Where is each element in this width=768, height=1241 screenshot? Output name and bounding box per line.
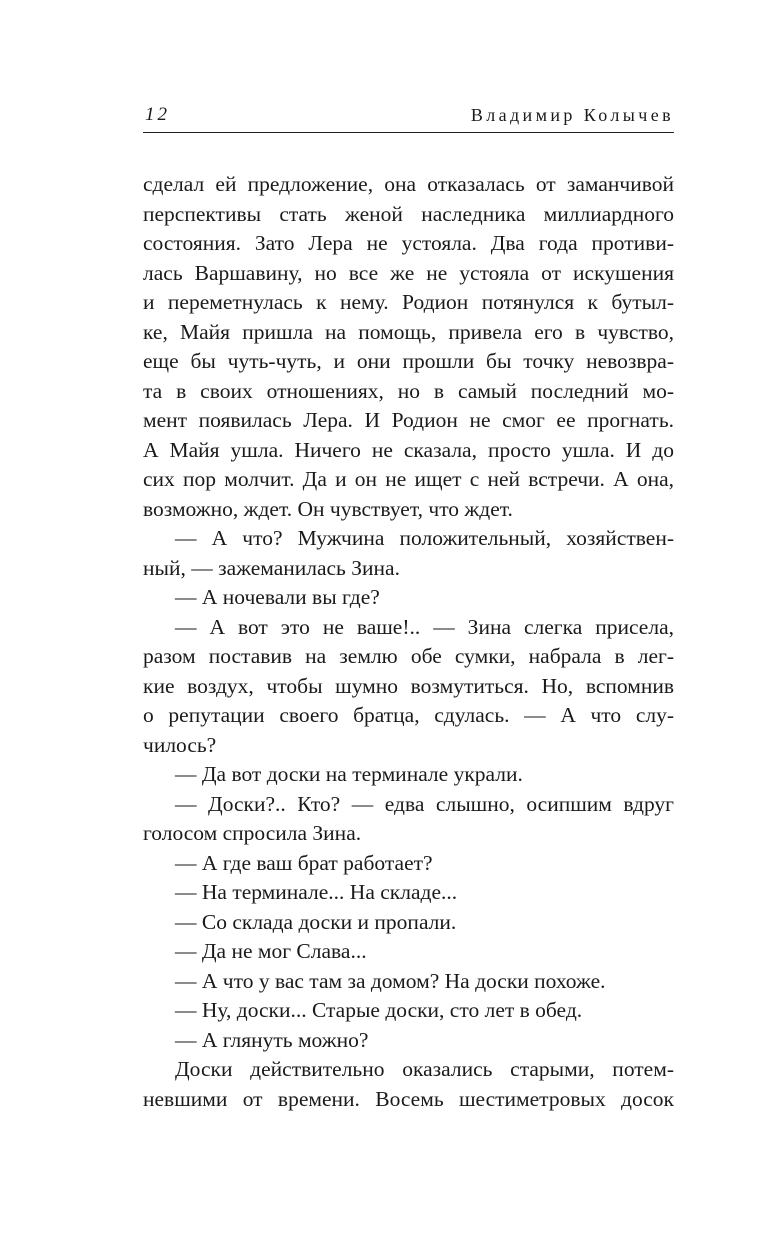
- dialogue-line: — А где ваш брат работает?: [175, 850, 433, 875]
- dialogue-line: — На терминале... На складе...: [175, 880, 458, 904]
- dialogue-line: — Да вот доски на терминале украли.: [175, 762, 523, 786]
- dialogue-line: — А что у вас там за домом? На доски похоже.: [175, 968, 606, 993]
- text-line: кие воздух, чтобы шумно возмутиться. Но, вспомнив: [143, 673, 674, 698]
- dialogue-line: — А вот это не ваше!.. — Зина слегка присела,: [175, 614, 674, 639]
- dialogue-line: — Со склада доски и пропали.: [175, 909, 457, 934]
- author-name: Владимир Колычев: [470, 105, 674, 125]
- text-line: голосом спросила Зина.: [143, 821, 362, 845]
- text-line: еще бы чуть-чуть, и они прошли бы точку невозвра-: [143, 349, 674, 373]
- text-line: лась Варшавину, но все же не устояла от искушения: [143, 260, 674, 285]
- text-line: и переметнулась к нему. Родион потянулся к бутыл-: [143, 290, 674, 314]
- dialogue-line: — А что? Мужчина положительный, хозяйствен-: [175, 526, 674, 550]
- text-line: чилось?: [143, 732, 217, 757]
- text-line: возможно, ждет. Он чувствует, что ждет.: [143, 496, 513, 521]
- text-line: перспективы стать женой наследника миллиардного: [143, 201, 674, 226]
- text-line: сделал ей предложение, она отказалась от заманчивой: [143, 172, 674, 196]
- running-head: [143, 100, 674, 133]
- dialogue-line: — Доски?.. Кто? — едва слышно, осипшим вдруг: [175, 791, 674, 816]
- dialogue-line: — Да не мог Слава...: [175, 939, 367, 963]
- text-line: состояния. Зато Лера не устояла. Два года противи-: [143, 231, 674, 255]
- text-line: ный, — зажеманилась Зина.: [143, 555, 400, 580]
- page-number: 12: [145, 104, 170, 125]
- dialogue-line: — А ночевали вы где?: [175, 585, 380, 609]
- text-line: разом поставив на землю обе сумки, набрала в лег-: [143, 644, 674, 668]
- text-line: та в своих отношениях, но в самый последний мо-: [143, 378, 674, 403]
- text-line: невшими от времени. Восемь шестиметровых досок: [143, 1086, 674, 1111]
- text-line: сих пор молчит. Да и он не ищет с ней встречи. А она,: [143, 467, 674, 491]
- dialogue-line: — Ну, доски... Старые доски, сто лет в обед.: [175, 998, 583, 1022]
- text-line: мент появилась Лера. И Родион не смог ее прогнать.: [143, 408, 674, 432]
- text-line: о репутации своего братца, сдулась. — А что слу-: [143, 703, 674, 727]
- text-line: ке, Майя пришла на помощь, привела его в чувство,: [143, 319, 674, 344]
- body-text: [143, 170, 674, 1114]
- paragraph-line: Доски действительно оказались старыми, потем-: [175, 1057, 674, 1081]
- dialogue-line: — А глянуть можно?: [175, 1027, 369, 1052]
- text-line: А Майя ушла. Ничего не сказала, просто ушла. И до: [143, 437, 674, 462]
